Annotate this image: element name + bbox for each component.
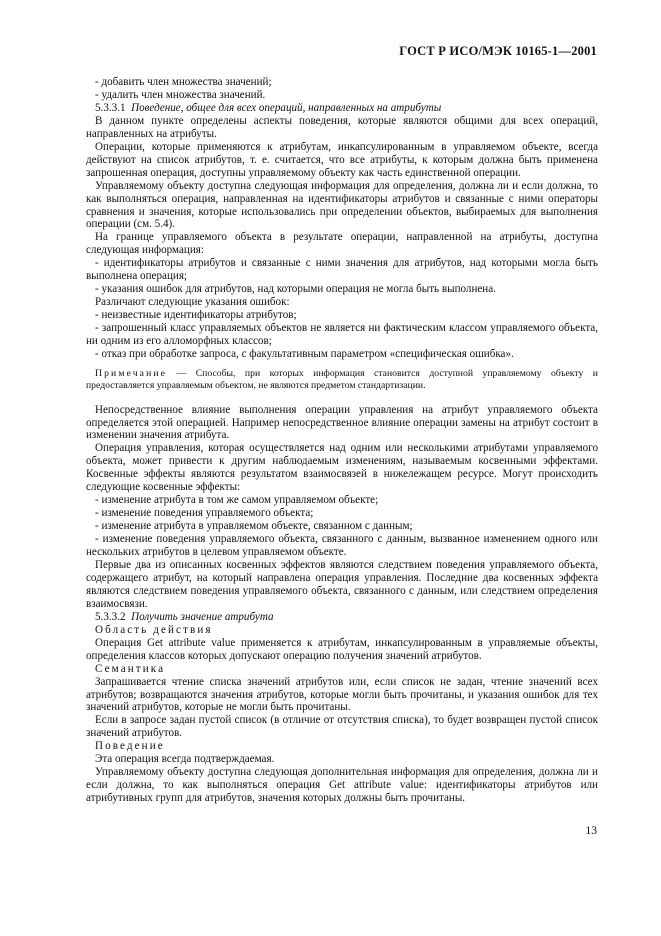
paragraph: Управляемому объекту доступна следующая информация для определения, должна ли и если должна, то как выполняться операция, направленная на идентификаторы атрибутов и связанные с ними операторы сравнения и значения, которые использовались при определении объектов, выбираемых для выполнения операции (см. 5.4). (86, 179, 598, 231)
list-item: - неизвестные идентификаторы атрибутов; (95, 309, 297, 322)
paragraph: На границе управляемого объекта в результате операции, направленной на атрибуты, доступна следующая информация: (86, 231, 598, 257)
paragraph: Непосредственное влияние выполнения операции управления на атрибут управляемого объекта определяется этой операцией. Например непосредственное влияние операции замены на атрибут состоит в изменении значения атрибута. (86, 403, 598, 442)
page-number: 13 (585, 825, 597, 837)
paragraph: Операция управления, которая осуществляется над одним или несколькими атрибутами управляемого объекта, может привести к другим наблюдаемым изменениям, называемым косвенными эффектами. Косвенные эффекты являются результатом взаимосвязей в нижележащем ресурсе. Могут происходить следующие косвенные эффекты: (86, 442, 598, 494)
page-body (86, 76, 598, 805)
section-title: Получить значение атрибута (131, 610, 274, 623)
paragraph: Управляемому объекту доступна следующая дополнительная информация для определения, должна ли и если должна, то как выполняться операция Get attribute value: идентификаторы атрибутов или атрибутивных групп для атрибутов, значения которых должны быть прочитаны. (86, 766, 598, 805)
list-item: - отказ при обработке запроса, с факультативным параметром «специфическая ошибка». (95, 348, 514, 361)
paragraph: Эта операция всегда подтверждаемая. (95, 753, 275, 766)
list-item: - запрошенный класс управляемых объектов не является ни фактическим классом управляемого объекта, ни одним из его алломорфных классов; (86, 322, 598, 348)
paragraph: В данном пункте определены аспекты поведения, которые являются общими для всех операций, направленных на атрибуты. (86, 114, 598, 140)
paragraph: Операция Get attribute value применяется к атрибутам, инкапсулированным в управляемые объекты, определения классов которых допускают операцию получения значений атрибутов. (86, 636, 598, 662)
section-heading-5-3-3-1 (86, 102, 598, 115)
paragraph: Первые два из описанных косвенных эффектов являются следствием поведения управляемого объекта, содержащего атрибут, на который направлена операция управления. Последние два косвенных эффекта являются следствием поведения управляемого объекта, связанного с данным, или следствием определения взаимосвязи. (86, 559, 598, 610)
note (86, 368, 598, 393)
document-header: ГОСТ Р ИСО/МЭК 10165-1—2001 (399, 44, 597, 58)
note-label: Примечание (95, 367, 168, 379)
section-title: Поведение, общее для всех операций, направленных на атрибуты (131, 101, 442, 114)
list-item: - указания ошибок для атрибутов, над которыми операция не могла быть выполнена. (95, 283, 496, 296)
list-item: - идентификаторы атрибутов и связанные с ними значения для атрибутов, над которыми могла быть выполнена операция; (86, 257, 598, 283)
list-item: - изменение атрибута в том же самом управляемом объекте; (95, 494, 379, 507)
paragraph: Различают следующие указания ошибок: (95, 296, 290, 309)
list-item: - изменение поведения управляемого объекта, связанного с данным, вызванное изменением одного или нескольких атрибутов в целевом управляемом объекте. (86, 533, 598, 559)
section-heading-5-3-3-2 (86, 611, 598, 624)
paragraph: Операции, которые применяются к атрибутам, инкапсулированным в управляемом объекте, всегда действуют на список атрибутов, т. е. считается, что все атрибуты, к которым должна быть применена запрошенная операция, доступны управляемому объекту как часть единственной операции. (86, 140, 598, 179)
subheading-semantics: Семантика (95, 662, 166, 675)
paragraph: Запрашивается чтение списка значений атрибутов или, если список не задан, чтение значений всех атрибутов; возвращаются значения атрибутов, которые могли быть прочитаны, и указания ошибок для тех значений атрибутов, которые не могли быть прочитаны. (86, 675, 598, 714)
note-text: — Способы, при которых информация становится доступной управляемому объекту и предоставляется управляемым объектом, не являются предметом стандартизации. (86, 367, 598, 392)
paragraph: Если в запросе задан пустой список (в отличие от отсутствия списка), то будет возвращен пустой список значений атрибутов. (86, 714, 598, 740)
section-number: 5.3.3.1 (95, 101, 126, 114)
subheading-scope: Область действия (95, 623, 213, 636)
list-item: - изменение поведения управляемого объекта; (95, 507, 314, 520)
section-number: 5.3.3.2 (95, 610, 126, 623)
list-item: - изменение атрибута в управляемом объекте, связанном с данным; (95, 520, 413, 533)
list-item: - добавить член множества значений; (95, 76, 272, 88)
list-item: - удалить член множества значений. (95, 88, 266, 101)
subheading-behaviour: Поведение (95, 740, 165, 753)
